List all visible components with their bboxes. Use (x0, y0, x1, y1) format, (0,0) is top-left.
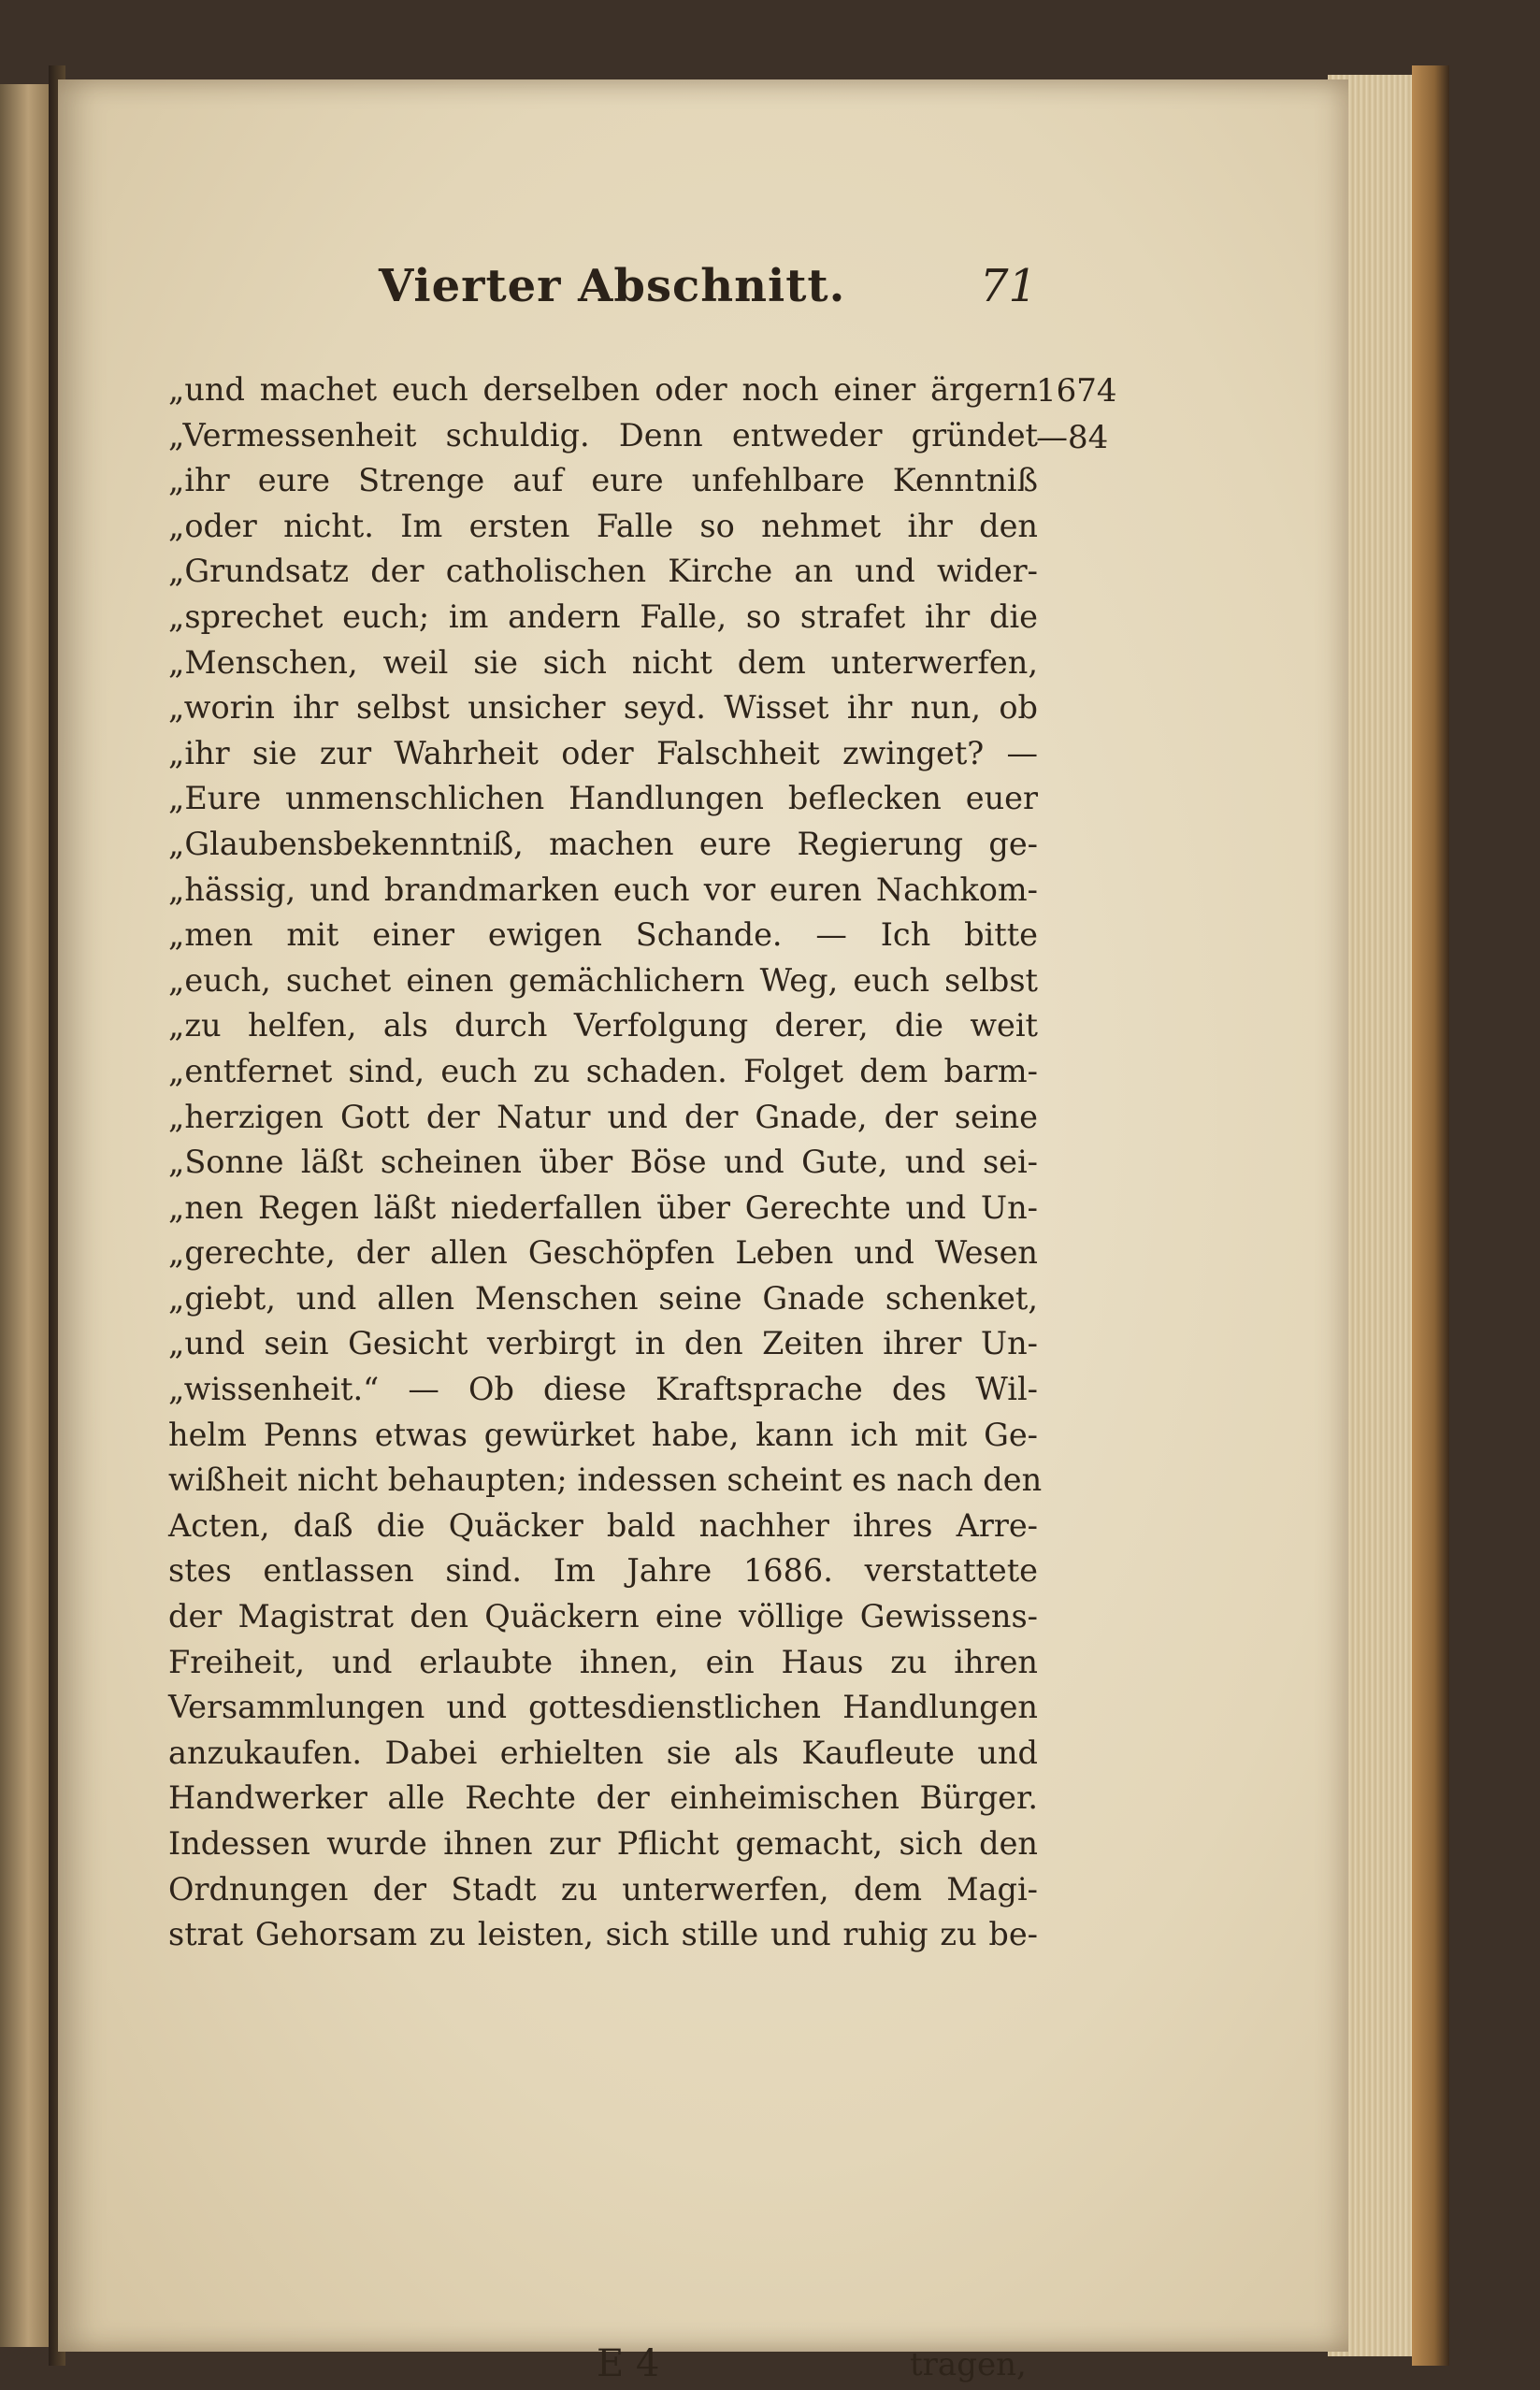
margin-year-end: —84 (1036, 419, 1109, 456)
text-line: Handwerker alle Rechte der einheimischen Bürger. (168, 1779, 1038, 1817)
text-line: „men mit einer ewigen Schande. — Ich bitte (168, 916, 1038, 954)
text-line: stes entlassen sind. Im Jahre 1686. verstattete (168, 1552, 1038, 1590)
text-line: „herzigen Gott der Natur und der Gnade, der seine (168, 1098, 1038, 1135)
page-number: 71 (980, 260, 1038, 312)
text-line: „euch, suchet einen gemächlichern Weg, euch selbst (168, 961, 1038, 999)
text-line: Indessen wurde ihnen zur Pflicht gemacht, sich den (168, 1825, 1038, 1862)
left-page-edge (0, 84, 51, 2347)
text-line: der Magistrat den Quäckern eine völlige Gewissens- (168, 1598, 1038, 1635)
text-line: „worin ihr selbst unsicher seyd. Wisset ihr nun, ob (168, 689, 1038, 727)
text-line: Versammlungen und gottesdienstlichen Handlungen (168, 1689, 1038, 1726)
page-header (0, 260, 1348, 325)
margin-year-start: 1674 (1036, 372, 1117, 410)
text-line: helm Penns etwas gewürket habe, kann ich mit Ge- (168, 1416, 1038, 1453)
text-line: „und sein Gesicht verbirgt in den Zeiten ihrer Un- (168, 1325, 1038, 1362)
cover-edge (1412, 65, 1449, 2366)
text-line: „sprechet euch; im andern Falle, so strafet ihr die (168, 598, 1038, 635)
text-line: „giebt, und allen Menschen seine Gnade schenket, (168, 1279, 1038, 1317)
text-line: „entfernet sind, euch zu schaden. Folget dem barm- (168, 1052, 1038, 1089)
text-line: Ordnungen der Stadt zu unterwerfen, dem Magi- (168, 1870, 1038, 1908)
text-line: „ihr sie zur Wahrheit oder Falschheit zwinget? — (168, 734, 1038, 771)
text-line: „ihr eure Strenge auf eure unfehlbare Kenntniß (168, 462, 1038, 499)
text-line: „nen Regen läßt niederfallen über Gerechte und Un- (168, 1188, 1038, 1226)
text-line: strat Gehorsam zu leisten, sich stille und ruhig zu be- (168, 1916, 1038, 1953)
text-line: „oder nicht. Im ersten Falle so nehmet ihr den (168, 507, 1038, 544)
running-head: Vierter Abschnitt. (379, 260, 846, 312)
text-line: „Glaubensbekenntniß, machen eure Regierung ge- (168, 825, 1038, 862)
signature-mark: E 4 (597, 2342, 660, 2385)
text-line: Acten, daß die Quäcker bald nachher ihres Arre- (168, 1506, 1038, 1544)
text-line: „gerechte, der allen Geschöpfen Leben und Wesen (168, 1234, 1038, 1272)
text-line: „Grundsatz der catholischen Kirche an und wider- (168, 553, 1038, 590)
text-line: „Vermessenheit schuldig. Denn entweder gründet (168, 416, 1038, 454)
text-line: „Sonne läßt scheinen über Böse und Gute, und sei- (168, 1144, 1038, 1181)
text-line: Freiheit, und erlaubte ihnen, ein Haus zu ihren (168, 1643, 1038, 1680)
text-line: „wissenheit.“ — Ob diese Kraftsprache des Wil- (168, 1371, 1038, 1408)
text-line: wißheit nicht behaupten; indessen scheint es nach den (168, 1461, 1043, 1499)
text-line: „zu helfen, als durch Verfolgung derer, die weit (168, 1007, 1038, 1044)
text-line: „Menschen, weil sie sich nicht dem unterwerfen, (168, 643, 1038, 681)
text-line: „und machet euch derselben oder noch einer ärgern (168, 371, 1038, 408)
text-line: „Eure unmenschlichen Handlungen beflecken euer (168, 780, 1038, 817)
body-text (168, 367, 1043, 1958)
text-line: anzukaufen. Dabei erhielten sie als Kaufleute und (168, 1734, 1038, 1771)
page-footer (0, 2342, 1348, 2389)
text-line: „hässig, und brandmarken euch vor euren Nachkom- (168, 871, 1038, 908)
catchword: tragen, (910, 2346, 1027, 2383)
